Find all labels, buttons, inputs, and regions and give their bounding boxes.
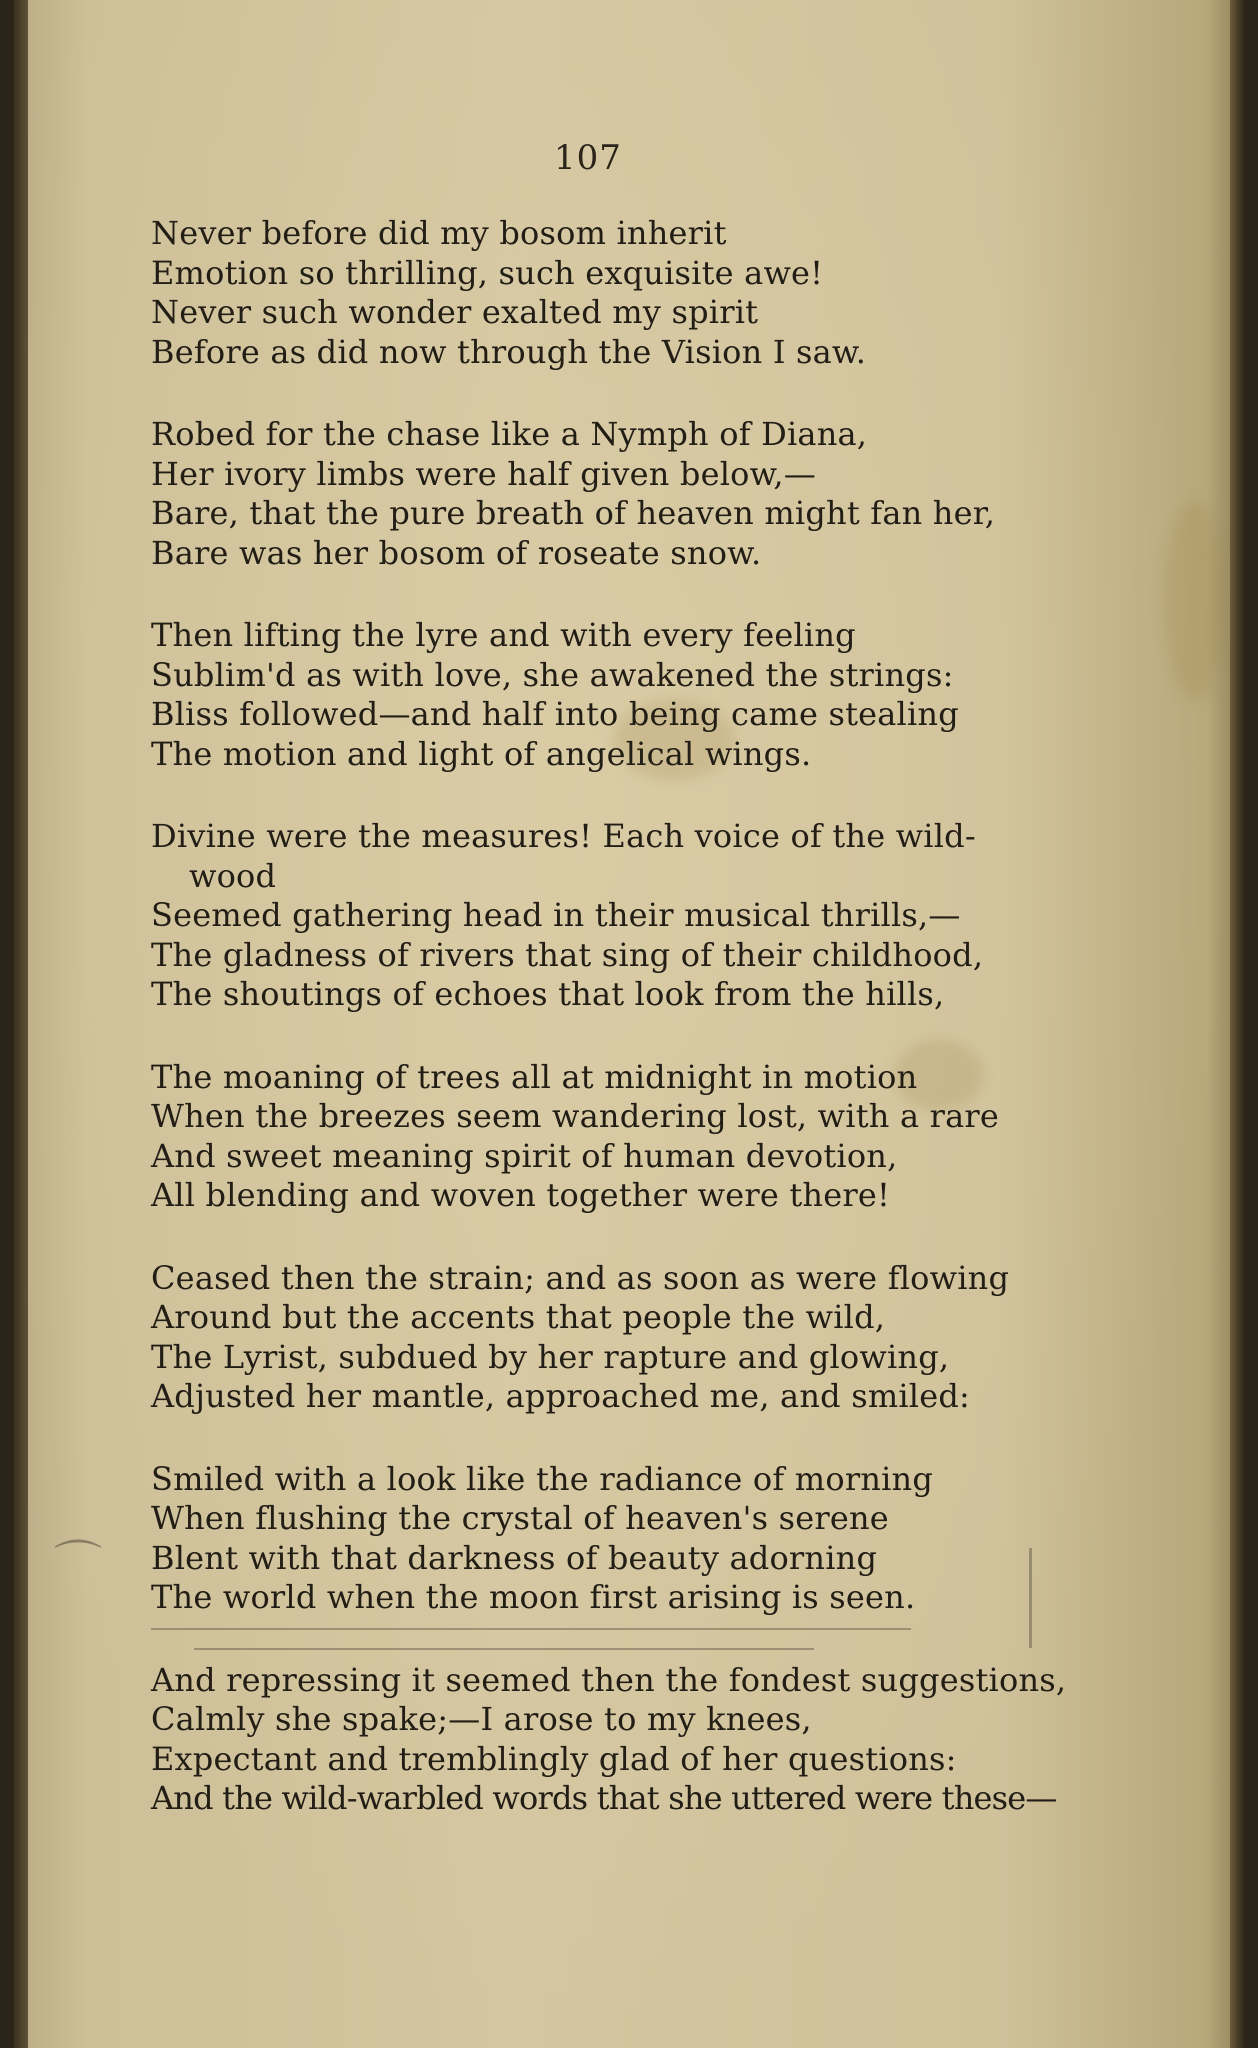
poem-line: Bliss followed—and half into being came stealing <box>151 695 959 733</box>
poem-line: When the breezes seem wandering lost, with a rare <box>151 1097 1000 1135</box>
poem-line-continuation: wood <box>189 856 277 895</box>
poem-line: And the wild-warbled words that she uttered were these— <box>151 1779 1057 1817</box>
poem-line: Bare, that the pure breath of heaven might fan her, <box>151 494 996 532</box>
poem-line: The shoutings of echoes that look from the hills, <box>151 975 945 1013</box>
poem-line: The gladness of rivers that sing of their childhood, <box>151 935 984 974</box>
pencil-margin-line <box>1029 1548 1032 1648</box>
stanza <box>151 415 1051 573</box>
poem-body <box>151 214 1067 1862</box>
page-gutter-left <box>14 0 28 2048</box>
poem-line: And repressing it seemed then the fondest suggestions, <box>151 1660 1067 1699</box>
poem-line: Expectant and tremblingly glad of her questions: <box>151 1739 957 1778</box>
stanza <box>151 817 1051 1015</box>
poem-line: Emotion so thrilling, such exquisite awe! <box>151 253 824 292</box>
pencil-underline <box>151 1628 911 1630</box>
stanza <box>151 1259 1051 1417</box>
stanza <box>151 1660 1067 1819</box>
poem-line: And sweet meaning spirit of human devotion, <box>151 1136 898 1175</box>
poem-line: When flushing the crystal of heaven's serene <box>151 1499 889 1537</box>
poem-line: Never before did my bosom inherit <box>151 214 727 252</box>
poem-line: Blent with that darkness of beauty adorning <box>151 1538 878 1577</box>
poem-line: Calmly she spake;—I arose to my knees, <box>151 1700 812 1738</box>
book-page <box>14 0 1244 2048</box>
stanza <box>151 1058 1051 1216</box>
poem-line: Sublim'd as with love, she awakened the strings: <box>151 655 954 694</box>
poem-line: Bare was her bosom of roseate snow. <box>151 533 762 572</box>
poem-line: Around but the accents that people the wild, <box>151 1298 886 1336</box>
pencil-bracket-mark: ⌒ <box>54 1536 103 1592</box>
pencil-underline <box>194 1648 814 1650</box>
poem-line: The motion and light of angelical wings. <box>151 734 812 773</box>
stanza <box>151 214 1051 372</box>
poem-line: Robed for the chase like a Nymph of Diana, <box>151 415 868 453</box>
poem-line: The moaning of trees all at midnight in motion <box>151 1057 918 1096</box>
poem-line: Divine were the measures! Each voice of the wild- <box>151 817 976 855</box>
poem-line: The world when the moon first arising is seen. <box>151 1578 916 1616</box>
page-number: 107 <box>554 138 622 178</box>
poem-line: Before as did now through the Vision I saw. <box>151 332 867 371</box>
stanza <box>151 1460 1051 1618</box>
poem-line: The Lyrist, subdued by her rapture and glowing, <box>151 1337 950 1376</box>
poem-line: Then lifting the lyre and with every feeling <box>151 616 856 654</box>
poem-line: Her ivory limbs were half given below,— <box>151 454 817 493</box>
paper-stain <box>1164 500 1224 700</box>
poem-line: Seemed gathering head in their musical thrills,— <box>151 896 961 934</box>
poem-line: All blending and woven together were there! <box>151 1176 891 1214</box>
poem-line: Ceased then the strain; and as soon as were flowing <box>151 1258 1010 1297</box>
stanza <box>151 616 1051 774</box>
poem-line: Never such wonder exalted my spirit <box>151 293 759 331</box>
poem-line: Smiled with a look like the radiance of morning <box>151 1459 934 1498</box>
poem-line: Adjusted her mantle, approached me, and smiled: <box>151 1377 971 1415</box>
page-edge-right <box>1230 0 1244 2048</box>
